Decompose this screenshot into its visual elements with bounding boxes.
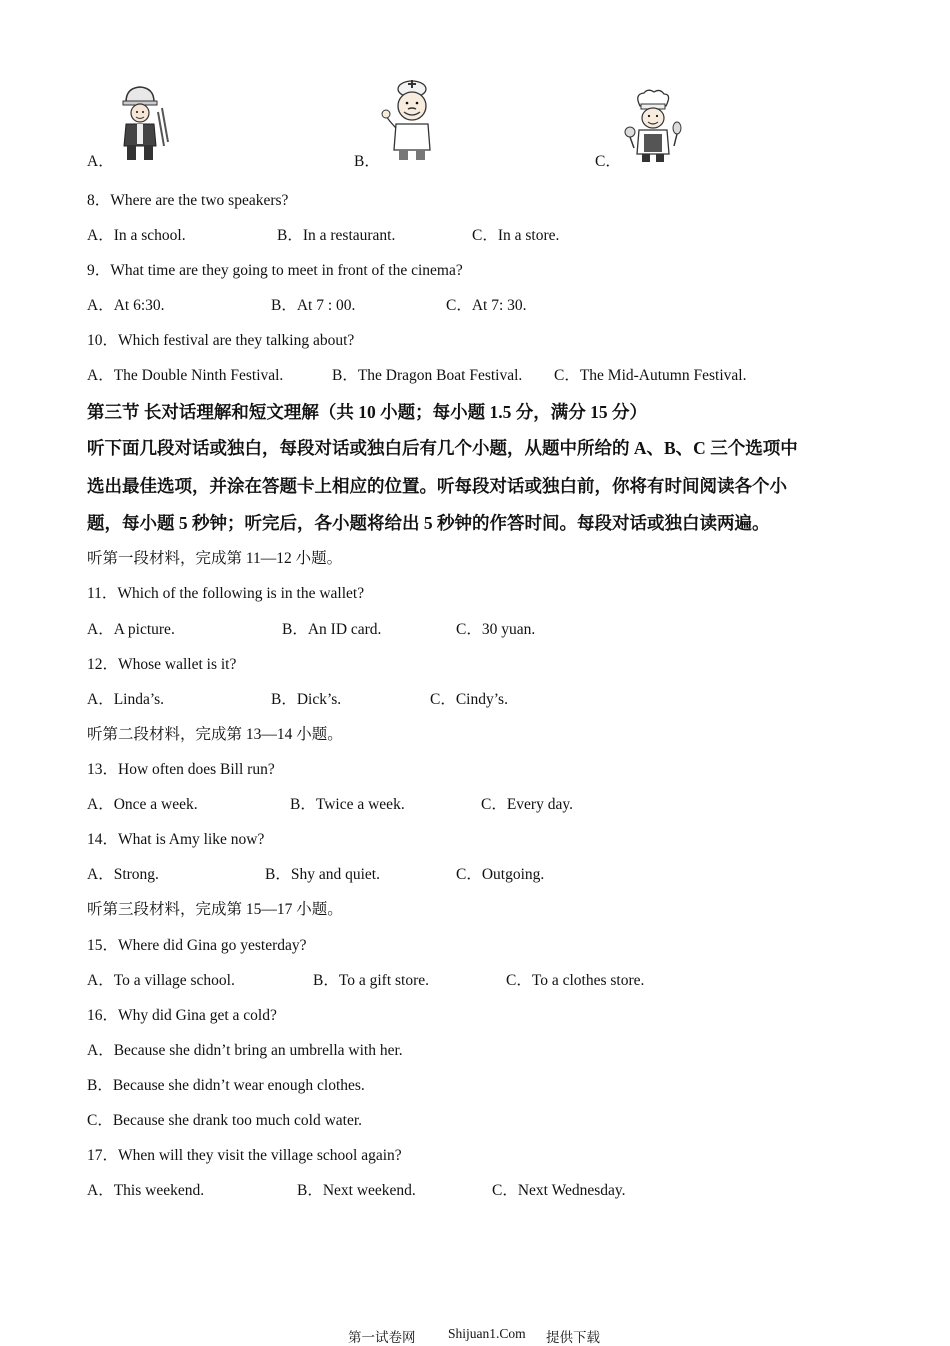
- footer-provide: 提供下载: [546, 1330, 600, 1345]
- q9-option-b[interactable]: B．At 7 : 00.: [271, 297, 356, 314]
- question-8: 8．Where are the two speakers?: [87, 192, 289, 209]
- question-17: 17．When will they visit the village school again?: [87, 1147, 402, 1164]
- section-3-title: 第三节 长对话理解和短文理解（共 10 小题；每小题 1.5 分，满分 15 分）: [87, 402, 647, 422]
- q12-option-b[interactable]: B．Dick’s.: [271, 691, 342, 708]
- question-10: 10．Which festival are they talking about?: [87, 332, 355, 349]
- q15-option-a[interactable]: A．To a village school.: [87, 972, 235, 989]
- section-3-instruction-1: 听下面几段对话或独白，每段对话或独白后有几个小题，从题中所给的 A、B、C 三个选项中: [87, 438, 798, 458]
- q8-option-c[interactable]: C．In a store.: [472, 227, 560, 244]
- chef-icon: [622, 88, 684, 164]
- q15-option-c[interactable]: C．To a clothes store.: [506, 972, 645, 989]
- picture-option-c-label: C．: [595, 153, 621, 170]
- question-14: 14．What is Amy like now?: [87, 831, 265, 848]
- section-3-instruction-2: 选出最佳选项，并涂在答题卡上相应的位置。听每段对话或独白前，你将有时间阅读各个小: [87, 476, 787, 496]
- q10-option-b[interactable]: B．The Dragon Boat Festival.: [332, 367, 523, 384]
- section-3-instruction-3: 题，每小题 5 秒钟；听完后，各小题将给出 5 秒钟的作答时间。每段对话或独白读两遍。: [87, 513, 770, 533]
- q17-option-c[interactable]: C．Next Wednesday.: [492, 1182, 626, 1199]
- question-9: 9．What time are they going to meet in front of the cinema?: [87, 262, 463, 279]
- q13-option-a[interactable]: A．Once a week.: [87, 796, 198, 813]
- footer-site-cn: 第一试卷网: [348, 1330, 416, 1345]
- picture-option-a-label: A．: [87, 153, 114, 170]
- doctor-icon: [378, 76, 442, 164]
- q17-option-b[interactable]: B．Next weekend.: [297, 1182, 416, 1199]
- q12-option-c[interactable]: C．Cindy’s.: [430, 691, 508, 708]
- q15-option-b[interactable]: B．To a gift store.: [313, 972, 430, 989]
- q17-option-a[interactable]: A．This weekend.: [87, 1182, 205, 1199]
- q14-option-a[interactable]: A．Strong.: [87, 866, 159, 883]
- q16-option-b[interactable]: B．Because she didn’t wear enough clothes.: [87, 1077, 365, 1094]
- question-11: 11．Which of the following is in the wallet?: [87, 585, 365, 602]
- construction-worker-icon: [112, 82, 172, 164]
- q16-option-a[interactable]: A．Because she didn’t bring an umbrella with her.: [87, 1042, 403, 1059]
- q8-option-a[interactable]: A．In a school.: [87, 227, 186, 244]
- q13-option-b[interactable]: B．Twice a week.: [290, 796, 405, 813]
- q8-option-b[interactable]: B．In a restaurant.: [277, 227, 396, 244]
- q9-option-c[interactable]: C．At 7: 30.: [446, 297, 527, 314]
- material-3-heading: 听第三段材料，完成第 15—17 小题。: [87, 901, 343, 918]
- q13-option-c[interactable]: C．Every day.: [481, 796, 573, 813]
- q14-option-b[interactable]: B．Shy and quiet.: [265, 866, 380, 883]
- material-1-heading: 听第一段材料，完成第 11—12 小题。: [87, 550, 343, 567]
- picture-option-b-label: B．: [354, 153, 380, 170]
- question-16: 16．Why did Gina get a cold?: [87, 1007, 277, 1024]
- q14-option-c[interactable]: C．Outgoing.: [456, 866, 545, 883]
- material-2-heading: 听第二段材料，完成第 13—14 小题。: [87, 726, 343, 743]
- question-15: 15．Where did Gina go yesterday?: [87, 937, 307, 954]
- q11-option-b[interactable]: B．An ID card.: [282, 621, 382, 638]
- footer-site-en[interactable]: Shijuan1.Com: [448, 1326, 526, 1341]
- q10-option-c[interactable]: C．The Mid-Autumn Festival.: [554, 367, 747, 384]
- question-12: 12．Whose wallet is it?: [87, 656, 237, 673]
- q9-option-a[interactable]: A．At 6:30.: [87, 297, 165, 314]
- q10-option-a[interactable]: A．The Double Ninth Festival.: [87, 367, 284, 384]
- q11-option-c[interactable]: C．30 yuan.: [456, 621, 536, 638]
- question-13: 13．How often does Bill run?: [87, 761, 275, 778]
- q12-option-a[interactable]: A．Linda’s.: [87, 691, 165, 708]
- q11-option-a[interactable]: A．A picture.: [87, 621, 175, 638]
- q16-option-c[interactable]: C．Because she drank too much cold water.: [87, 1112, 363, 1129]
